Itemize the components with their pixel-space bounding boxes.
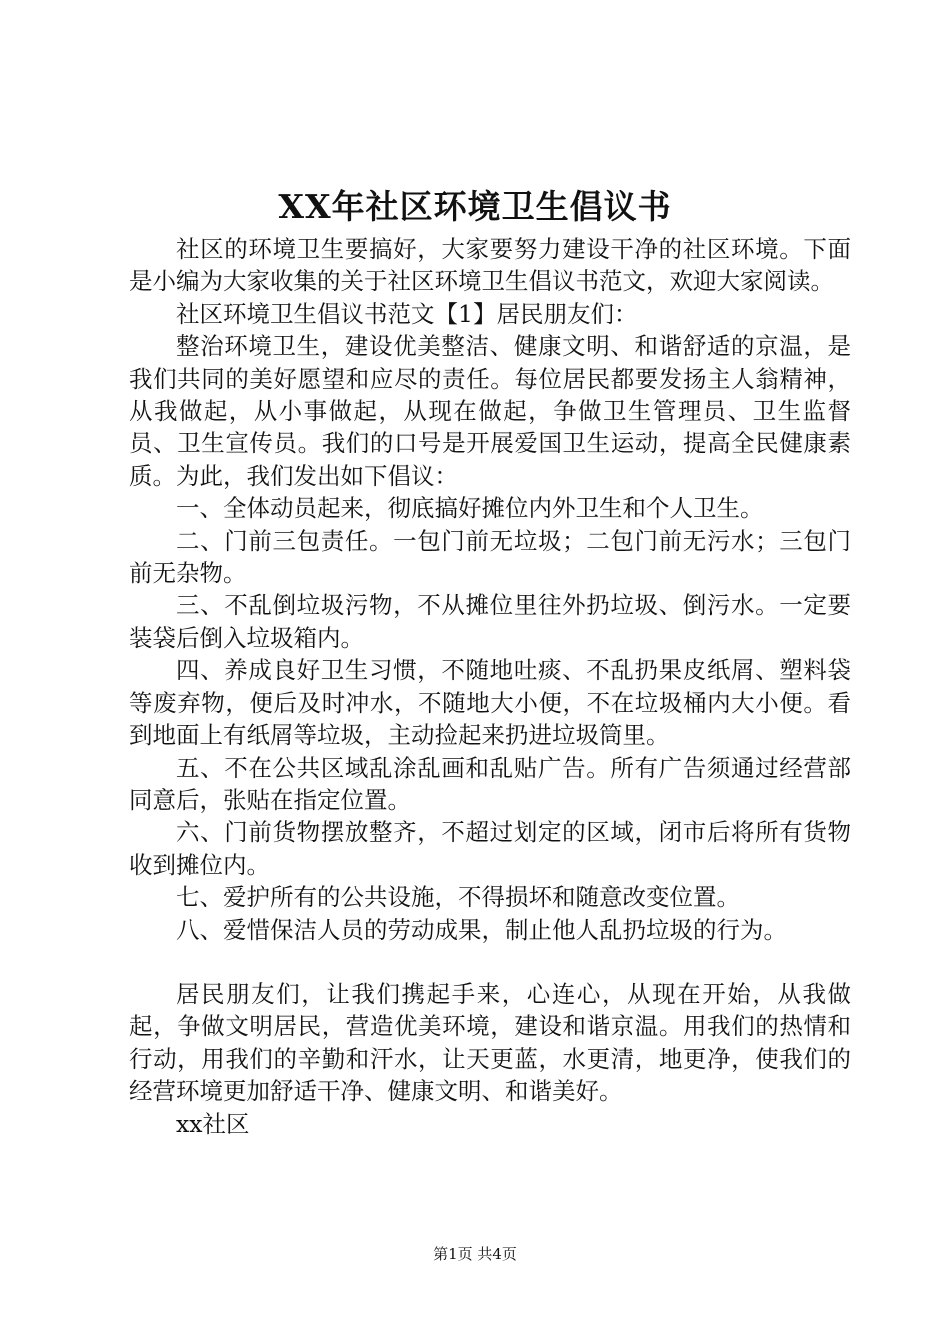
document-title: XX年社区环境卫生倡议书 (278, 187, 672, 226)
document-body (129, 233, 851, 1140)
proposal-item-5: 五、不在公共区域乱涂乱画和乱贴广告。所有广告须通过经营部同意后，张贴在指定位置。 (129, 753, 851, 814)
proposal-item-8: 八、爱惜保洁人员的劳动成果，制止他人乱扔垃圾的行为。 (176, 915, 787, 944)
sample-heading-paragraph: 社区环境卫生倡议书范文【1】居民朋友们： (176, 299, 638, 328)
intro-paragraph: 社区的环境卫生要搞好，大家要努力建设干净的社区环境。下面是小编为大家收集的关于社区环境卫生倡议书范文，欢迎大家阅读。 (129, 235, 851, 296)
proposal-item-2: 二、门前三包责任。一包门前无垃圾；二包门前无污水；三包门前无杂物。 (129, 526, 851, 588)
page-number: 第1页 共4页 (433, 1245, 517, 1263)
closing-paragraph: 居民朋友们，让我们携起手来，心连心，从现在开始，从我做起，争做文明居民，营造优美环境，建设和谐京温。用我们的热情和行动，用我们的辛勤和汗水，让天更蓝，水更清，地更净，使我们的经营环境更加舒适干净、健康文明、和谐美好。 (129, 979, 851, 1106)
preamble-paragraph: 整治环境卫生，建设优美整洁、健康文明、和谐舒适的京温，是我们共同的美好愿望和应尽的责任。每位居民都要发扬主人翁精神，从我做起，从小事做起，从现在做起，争做卫生管理员、卫生监督员、卫生宣传员。我们的口号是开展爱国卫生运动，提高全民健康素质。为此，我们发出如下倡议： (129, 332, 851, 490)
proposal-item-1: 一、全体动员起来，彻底搞好摊位内外卫生和个人卫生。 (176, 494, 764, 523)
proposal-item-3: 三、不乱倒垃圾污物，不从摊位里往外扔垃圾、倒污水。一定要装袋后倒入垃圾箱内。 (129, 591, 851, 652)
proposal-item-7: 七、爱护所有的公共设施，不得损坏和随意改变位置。 (176, 883, 740, 912)
proposal-item-6: 六、门前货物摆放整齐，不超过划定的区域，闭市后将所有货物收到摊位内。 (129, 818, 851, 879)
signature: xx社区 (176, 1109, 250, 1138)
proposal-item-4: 四、养成良好卫生习惯，不随地吐痰、不乱扔果皮纸屑、塑料袋等废弃物，便后及时冲水，不随地大小便，不在垃圾桶内大小便。看到地面上有纸屑等垃圾，主动捡起来扔进垃圾筒里。 (129, 656, 851, 750)
